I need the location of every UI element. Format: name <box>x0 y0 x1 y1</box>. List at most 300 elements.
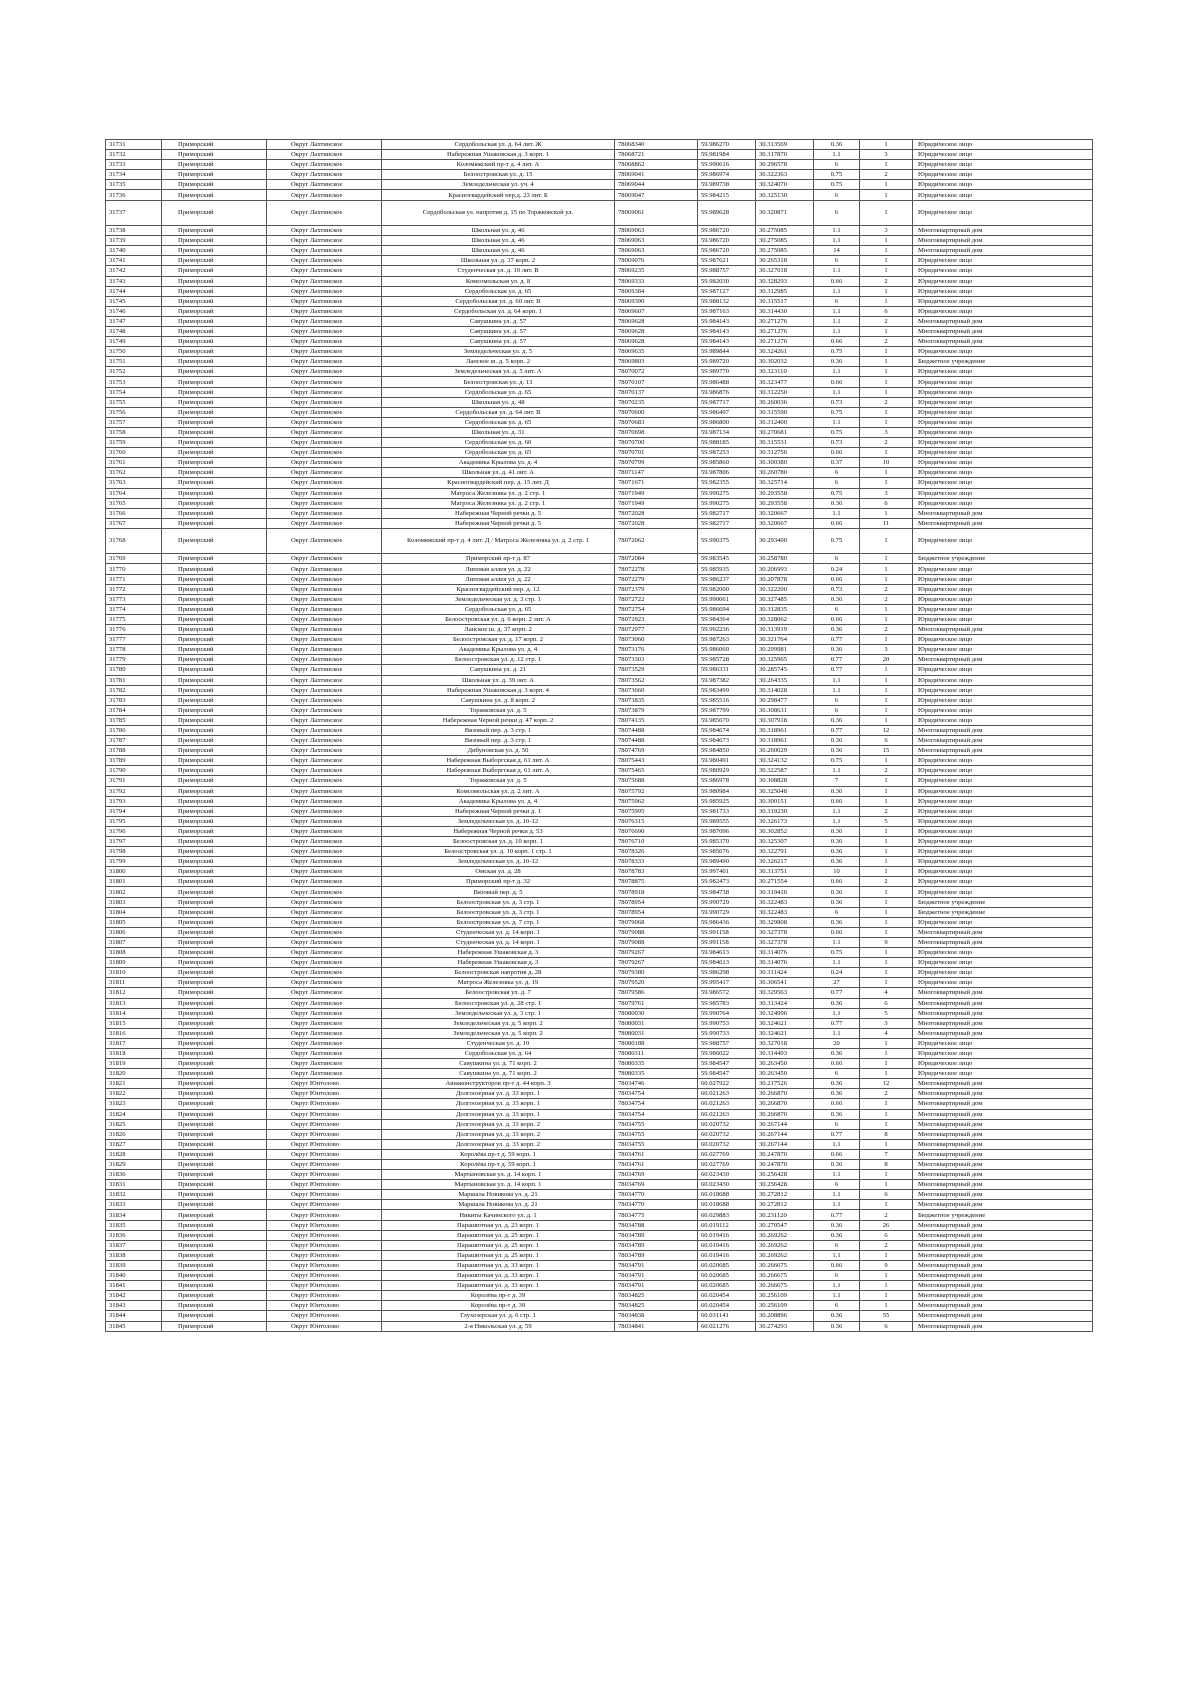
fias-code-cell: 78079088 <box>615 937 698 947</box>
table-row <box>106 675 1093 685</box>
address-cell: Парашютная ул. д. 33 корп. 1 <box>382 1271 615 1281</box>
count-cell: 1 <box>860 958 913 968</box>
address-cell: Набережная Черной речки д. 1 <box>382 806 615 816</box>
row-id-cell: 31796 <box>106 826 162 836</box>
table-row <box>106 574 1093 584</box>
fias-code-cell: 78072278 <box>615 564 698 574</box>
owner-type-cell: Юридическое лицо <box>913 564 1093 574</box>
fias-code-cell: 78078783 <box>615 867 698 877</box>
municipal-district-cell: Округ Лахтинское <box>267 256 382 266</box>
volume-cell: 0.75 <box>814 528 860 554</box>
fias-code-cell: 78076315 <box>615 816 698 826</box>
longitude-cell: 30.256428 <box>756 1180 814 1190</box>
municipal-district-cell: Округ Юнтолово <box>267 1099 382 1109</box>
volume-cell: 6 <box>814 907 860 917</box>
address-cell: Матроса Железняка ул. д. 2 стр. 1 <box>382 488 615 498</box>
table-row <box>106 367 1093 377</box>
municipal-district-cell: Округ Лахтинское <box>267 736 382 746</box>
district-cell: Приморский <box>162 665 267 675</box>
district-cell: Приморский <box>162 357 267 367</box>
count-cell: 9 <box>860 1260 913 1270</box>
owner-type-cell: Многоквартирный дом <box>913 1109 1093 1119</box>
count-cell: 1 <box>860 786 913 796</box>
longitude-cell: 30.298477 <box>756 695 814 705</box>
latitude-cell: 59.984364 <box>698 614 756 624</box>
longitude-cell: 30.293558 <box>756 498 814 508</box>
municipal-district-cell: Округ Лахтинское <box>267 498 382 508</box>
count-cell: 1 <box>860 1301 913 1311</box>
volume-cell: 0.77 <box>814 1210 860 1220</box>
row-id-cell: 31732 <box>106 150 162 160</box>
count-cell: 1 <box>860 1170 913 1180</box>
count-cell: 2 <box>860 625 913 635</box>
district-cell: Приморский <box>162 427 267 437</box>
volume-cell: 0.37 <box>814 458 860 468</box>
volume-cell: 0.75 <box>814 347 860 357</box>
municipal-district-cell: Округ Лахтинское <box>267 327 382 337</box>
district-cell: Приморский <box>162 1250 267 1260</box>
owner-type-cell: Юридическое лицо <box>913 347 1093 357</box>
municipal-district-cell: Округ Лахтинское <box>267 715 382 725</box>
district-cell: Приморский <box>162 837 267 847</box>
count-cell: 1 <box>860 917 913 927</box>
municipal-district-cell: Округ Юнтолово <box>267 1190 382 1200</box>
volume-cell: 0.36 <box>814 1160 860 1170</box>
fias-code-cell: 78079520 <box>615 978 698 988</box>
latitude-cell: 59.987096 <box>698 826 756 836</box>
latitude-cell: 59.982030 <box>698 276 756 286</box>
municipal-district-cell: Округ Юнтолово <box>267 1240 382 1250</box>
count-cell: 5 <box>860 1008 913 1018</box>
district-cell: Приморский <box>162 306 267 316</box>
longitude-cell: 30.266870 <box>756 1099 814 1109</box>
owner-type-cell: Бюджетное учреждение <box>913 897 1093 907</box>
address-cell: Маршала Новикова ул. д. 21 <box>382 1200 615 1210</box>
table-row <box>106 897 1093 907</box>
count-cell: 2 <box>860 276 913 286</box>
longitude-cell: 30.314430 <box>756 306 814 316</box>
owner-type-cell: Многоквартирный дом <box>913 746 1093 756</box>
municipal-district-cell: Округ Лахтинское <box>267 367 382 377</box>
volume-cell: 0.66 <box>814 614 860 624</box>
fias-code-cell: 78075962 <box>615 796 698 806</box>
table-row <box>106 826 1093 836</box>
volume-cell: 0.66 <box>814 574 860 584</box>
row-id-cell: 31761 <box>106 458 162 468</box>
row-id-cell: 31790 <box>106 766 162 776</box>
fias-code-cell: 78069063 <box>615 246 698 256</box>
volume-cell: 1.1 <box>814 1250 860 1260</box>
latitude-cell: 59.986720 <box>698 246 756 256</box>
row-id-cell: 31757 <box>106 417 162 427</box>
table-row <box>106 1311 1093 1321</box>
address-cell: Королёва пр-т д. 59 корп. 1 <box>382 1149 615 1159</box>
district-cell: Приморский <box>162 518 267 528</box>
address-cell: Дибуновская ул. д. 50 <box>382 746 615 756</box>
latitude-cell: 59.986876 <box>698 387 756 397</box>
row-id-cell: 31813 <box>106 998 162 1008</box>
table-row <box>106 1301 1093 1311</box>
latitude-cell: 59.986572 <box>698 988 756 998</box>
table-row <box>106 907 1093 917</box>
count-cell: 1 <box>860 756 913 766</box>
municipal-district-cell: Округ Лахтинское <box>267 847 382 857</box>
owner-type-cell: Юридическое лицо <box>913 528 1093 554</box>
fias-code-cell: 78068862 <box>615 160 698 170</box>
owner-type-cell: Многоквартирный дом <box>913 1028 1093 1038</box>
longitude-cell: 30.264335 <box>756 675 814 685</box>
district-cell: Приморский <box>162 1260 267 1270</box>
district-cell: Приморский <box>162 160 267 170</box>
municipal-district-cell: Округ Лахтинское <box>267 857 382 867</box>
district-cell: Приморский <box>162 1069 267 1079</box>
district-cell: Приморский <box>162 266 267 276</box>
latitude-cell: 59.988757 <box>698 266 756 276</box>
municipal-district-cell: Округ Лахтинское <box>267 387 382 397</box>
volume-cell: 0.24 <box>814 968 860 978</box>
owner-type-cell: Юридическое лицо <box>913 968 1093 978</box>
volume-cell: 0.36 <box>814 917 860 927</box>
table-row <box>106 1059 1093 1069</box>
municipal-district-cell: Округ Лахтинское <box>267 614 382 624</box>
longitude-cell: 30.300151 <box>756 796 814 806</box>
district-cell: Приморский <box>162 816 267 826</box>
address-cell: Сердобольская ул. д. 64 лит. В <box>382 407 615 417</box>
longitude-cell: 30.256428 <box>756 1170 814 1180</box>
row-id-cell: 31797 <box>106 837 162 847</box>
table-row <box>106 1250 1093 1260</box>
district-cell: Приморский <box>162 1271 267 1281</box>
fias-code-cell: 78080335 <box>615 1059 698 1069</box>
count-cell: 1 <box>860 1099 913 1109</box>
row-id-cell: 31845 <box>106 1321 162 1331</box>
district-cell: Приморский <box>162 806 267 816</box>
volume-cell: 20 <box>814 1038 860 1048</box>
count-cell: 26 <box>860 1220 913 1230</box>
address-cell: Красногвардейский пер. д. 12 <box>382 584 615 594</box>
address-cell: Савушкина ул. д. 57 <box>382 316 615 326</box>
volume-cell: 0.77 <box>814 1129 860 1139</box>
address-cell: Никиты Качинского ул. д. 1 <box>382 1210 615 1220</box>
row-id-cell: 31755 <box>106 397 162 407</box>
owner-type-cell: Юридическое лицо <box>913 438 1093 448</box>
district-cell: Приморский <box>162 256 267 266</box>
table-row <box>106 407 1093 417</box>
fias-code-cell: 78079761 <box>615 998 698 1008</box>
volume-cell: 0.77 <box>814 988 860 998</box>
longitude-cell: 30.275085 <box>756 246 814 256</box>
row-id-cell: 31774 <box>106 604 162 614</box>
volume-cell: 1.1 <box>814 367 860 377</box>
volume-cell: 0.66 <box>814 1260 860 1270</box>
municipal-district-cell: Округ Лахтинское <box>267 246 382 256</box>
row-id-cell: 31821 <box>106 1079 162 1089</box>
fias-code-cell: 78075688 <box>615 776 698 786</box>
volume-cell: 6 <box>814 705 860 715</box>
latitude-cell: 60.027922 <box>698 1079 756 1089</box>
address-cell: Вязовый пер. д. 3 стр. 1 <box>382 736 615 746</box>
address-cell: Сердобольская ул. д. 64 корп. 1 <box>382 306 615 316</box>
table-row <box>106 306 1093 316</box>
volume-cell: 7 <box>814 776 860 786</box>
latitude-cell: 59.987799 <box>698 705 756 715</box>
count-cell: 5 <box>860 816 913 826</box>
row-id-cell: 31827 <box>106 1139 162 1149</box>
municipal-district-cell: Округ Лахтинское <box>267 826 382 836</box>
owner-type-cell: Юридическое лицо <box>913 715 1093 725</box>
table-row <box>106 1260 1093 1270</box>
district-cell: Приморский <box>162 1321 267 1331</box>
latitude-cell: 59.984143 <box>698 327 756 337</box>
table-row <box>106 867 1093 877</box>
row-id-cell: 31740 <box>106 246 162 256</box>
row-id-cell: 31806 <box>106 927 162 937</box>
table-row <box>106 756 1093 766</box>
owner-type-cell: Многоквартирный дом <box>913 337 1093 347</box>
district-cell: Приморский <box>162 286 267 296</box>
address-cell: Мартыновская ул. д. 14 корп. 1 <box>382 1170 615 1180</box>
municipal-district-cell: Округ Лахтинское <box>267 316 382 326</box>
fias-code-cell: 78080031 <box>615 1018 698 1028</box>
table-row <box>106 806 1093 816</box>
volume-cell: 6 <box>814 256 860 266</box>
owner-type-cell: Юридическое лицо <box>913 1038 1093 1048</box>
latitude-cell: 59.984738 <box>698 887 756 897</box>
count-cell: 1 <box>860 867 913 877</box>
volume-cell: 0.66 <box>814 877 860 887</box>
volume-cell: 0.66 <box>814 377 860 387</box>
row-id-cell: 31731 <box>106 140 162 150</box>
district-cell: Приморский <box>162 826 267 836</box>
latitude-cell: 59.990733 <box>698 1028 756 1038</box>
table-row <box>106 150 1093 160</box>
longitude-cell: 30.271276 <box>756 337 814 347</box>
latitude-cell: 60.020454 <box>698 1291 756 1301</box>
latitude-cell: 59.982717 <box>698 518 756 528</box>
volume-cell: 0.66 <box>814 1059 860 1069</box>
table-row <box>106 847 1093 857</box>
latitude-cell: 59.990275 <box>698 498 756 508</box>
row-id-cell: 31765 <box>106 498 162 508</box>
municipal-district-cell: Округ Лахтинское <box>267 427 382 437</box>
municipal-district-cell: Округ Лахтинское <box>267 695 382 705</box>
row-id-cell: 31753 <box>106 377 162 387</box>
count-cell: 15 <box>860 746 913 756</box>
longitude-cell: 30.260029 <box>756 746 814 756</box>
address-cell: Торжковская ул. д. 5 <box>382 705 615 715</box>
latitude-cell: 59.981733 <box>698 806 756 816</box>
district-cell: Приморский <box>162 180 267 190</box>
fias-code-cell: 78079068 <box>615 917 698 927</box>
latitude-cell: 59.986436 <box>698 917 756 927</box>
owner-type-cell: Юридическое лицо <box>913 796 1093 806</box>
municipal-district-cell: Округ Лахтинское <box>267 377 382 387</box>
district-cell: Приморский <box>162 498 267 508</box>
count-cell: 2 <box>860 1089 913 1099</box>
fias-code-cell: 78073060 <box>615 635 698 645</box>
latitude-cell: 59.991158 <box>698 937 756 947</box>
table-row <box>106 1291 1093 1301</box>
owner-type-cell: Юридическое лицо <box>913 498 1093 508</box>
district-cell: Приморский <box>162 1190 267 1200</box>
district-cell: Приморский <box>162 675 267 685</box>
table-row <box>106 705 1093 715</box>
municipal-district-cell: Округ Лахтинское <box>267 988 382 998</box>
row-id-cell: 31815 <box>106 1018 162 1028</box>
volume-cell: 0.36 <box>814 715 860 725</box>
owner-type-cell: Многоквартирный дом <box>913 1018 1093 1028</box>
district-cell: Приморский <box>162 574 267 584</box>
owner-type-cell: Многоквартирный дом <box>913 998 1093 1008</box>
count-cell: 10 <box>860 458 913 468</box>
fias-code-cell: 78072722 <box>615 594 698 604</box>
longitude-cell: 30.324621 <box>756 1018 814 1028</box>
longitude-cell: 30.319230 <box>756 806 814 816</box>
latitude-cell: 59.985935 <box>698 564 756 574</box>
latitude-cell: 60.027769 <box>698 1160 756 1170</box>
latitude-cell: 60.020454 <box>698 1301 756 1311</box>
address-cell: Набережная Черной речки д. 5 <box>382 518 615 528</box>
owner-type-cell: Юридическое лицо <box>913 847 1093 857</box>
address-cell: Школьная ул. д. 37 корп. 2 <box>382 256 615 266</box>
latitude-cell: 60.019416 <box>698 1240 756 1250</box>
address-cell: Земледельческая ул. д. 5 корп. 2 <box>382 1028 615 1038</box>
latitude-cell: 60.031141 <box>698 1311 756 1321</box>
owner-type-cell: Многоквартирный дом <box>913 1129 1093 1139</box>
data-table <box>105 139 1093 1332</box>
address-cell: Долгоозерная ул. д. 33 корп. 1 <box>382 1099 615 1109</box>
table-row <box>106 1200 1093 1210</box>
municipal-district-cell: Округ Юнтолово <box>267 1220 382 1230</box>
longitude-cell: 30.313919 <box>756 625 814 635</box>
fias-code-cell: 78076710 <box>615 837 698 847</box>
district-cell: Приморский <box>162 478 267 488</box>
longitude-cell: 30.256109 <box>756 1291 814 1301</box>
volume-cell: 0.36 <box>814 897 860 907</box>
address-cell: Земледельческая ул. уч. 4 <box>382 180 615 190</box>
volume-cell: 0.36 <box>814 1321 860 1331</box>
district-cell: Приморский <box>162 685 267 695</box>
table-row <box>106 1129 1093 1139</box>
volume-cell: 0.73 <box>814 584 860 594</box>
count-cell: 1 <box>860 200 913 226</box>
fias-code-cell: 78070235 <box>615 397 698 407</box>
address-cell: Липовая аллея ул. д. 22 <box>382 564 615 574</box>
fias-code-cell: 78076690 <box>615 826 698 836</box>
row-id-cell: 31768 <box>106 528 162 554</box>
table-row <box>106 645 1093 655</box>
row-id-cell: 31842 <box>106 1291 162 1301</box>
address-cell: Коломяжский пр-т д. 4 лит. А <box>382 160 615 170</box>
table-row <box>106 1220 1093 1230</box>
municipal-district-cell: Округ Лахтинское <box>267 665 382 675</box>
latitude-cell: 59.986237 <box>698 574 756 584</box>
longitude-cell: 30.266675 <box>756 1260 814 1270</box>
fias-code-cell: 78034791 <box>615 1260 698 1270</box>
volume-cell: 0.73 <box>814 397 860 407</box>
volume-cell: 0.36 <box>814 746 860 756</box>
row-id-cell: 31824 <box>106 1109 162 1119</box>
address-cell: Школьная ул. д. 31 <box>382 427 615 437</box>
volume-cell: 1.1 <box>814 387 860 397</box>
row-id-cell: 31811 <box>106 978 162 988</box>
fias-code-cell: 78034769 <box>615 1170 698 1180</box>
fias-code-cell: 78080311 <box>615 1048 698 1058</box>
fias-code-cell: 78078954 <box>615 907 698 917</box>
address-cell: Земледельческая ул. д. 5 корп. 2 <box>382 1018 615 1028</box>
district-cell: Приморский <box>162 1200 267 1210</box>
table-row <box>106 140 1093 150</box>
address-cell: Долгоозерная ул. д. 33 корп. 1 <box>382 1089 615 1099</box>
owner-type-cell: Юридическое лицо <box>913 766 1093 776</box>
volume-cell: 0.36 <box>814 837 860 847</box>
address-cell: Глухозерская ул. д. 6 стр. 1 <box>382 1311 615 1321</box>
owner-type-cell: Юридическое лицо <box>913 427 1093 437</box>
table-row <box>106 857 1093 867</box>
latitude-cell: 59.988185 <box>698 438 756 448</box>
table-row <box>106 746 1093 756</box>
district-cell: Приморский <box>162 635 267 645</box>
row-id-cell: 31841 <box>106 1281 162 1291</box>
district-cell: Приморский <box>162 1281 267 1291</box>
row-id-cell: 31733 <box>106 160 162 170</box>
address-cell: Студенческая ул. д. 10 <box>382 1038 615 1048</box>
address-cell: Коломяжский пр-т д. 4 лит. Д / Матроса Железняка ул. д. 2 стр. 1 <box>382 528 615 554</box>
count-cell: 1 <box>860 327 913 337</box>
municipal-district-cell: Округ Лахтинское <box>267 170 382 180</box>
longitude-cell: 30.217526 <box>756 1079 814 1089</box>
row-id-cell: 31751 <box>106 357 162 367</box>
table-row <box>106 958 1093 968</box>
table-row <box>106 604 1093 614</box>
count-cell: 8 <box>860 1160 913 1170</box>
table-row <box>106 438 1093 448</box>
volume-cell: 0.36 <box>814 1109 860 1119</box>
count-cell: 6 <box>860 1321 913 1331</box>
latitude-cell: 59.986022 <box>698 1048 756 1058</box>
fias-code-cell: 78073835 <box>615 695 698 705</box>
table-row <box>106 1038 1093 1048</box>
table-row <box>106 1321 1093 1331</box>
owner-type-cell: Многоквартирный дом <box>913 518 1093 528</box>
longitude-cell: 30.270681 <box>756 427 814 437</box>
row-id-cell: 31820 <box>106 1069 162 1079</box>
longitude-cell: 30.300380 <box>756 458 814 468</box>
latitude-cell: 60.019112 <box>698 1220 756 1230</box>
fias-code-cell: 78080335 <box>615 1069 698 1079</box>
district-cell: Приморский <box>162 170 267 180</box>
address-cell: Академика Крылова ул. д. 4 <box>382 645 615 655</box>
municipal-district-cell: Округ Лахтинское <box>267 1028 382 1038</box>
longitude-cell: 30.327485 <box>756 594 814 604</box>
address-cell: Школьная ул. д. 46 <box>382 246 615 256</box>
table-row <box>106 968 1093 978</box>
count-cell: 1 <box>860 347 913 357</box>
longitude-cell: 30.208896 <box>756 1311 814 1321</box>
longitude-cell: 30.322483 <box>756 907 814 917</box>
owner-type-cell: Юридическое лицо <box>913 614 1093 624</box>
district-cell: Приморский <box>162 438 267 448</box>
table-row <box>106 1119 1093 1129</box>
fias-code-cell: 78034754 <box>615 1089 698 1099</box>
row-id-cell: 31838 <box>106 1250 162 1260</box>
fias-code-cell: 78073176 <box>615 645 698 655</box>
volume-cell: 0.36 <box>814 1220 860 1230</box>
municipal-district-cell: Округ Лахтинское <box>267 478 382 488</box>
fias-code-cell: 78070072 <box>615 367 698 377</box>
table-row <box>106 266 1093 276</box>
volume-cell: 6 <box>814 468 860 478</box>
